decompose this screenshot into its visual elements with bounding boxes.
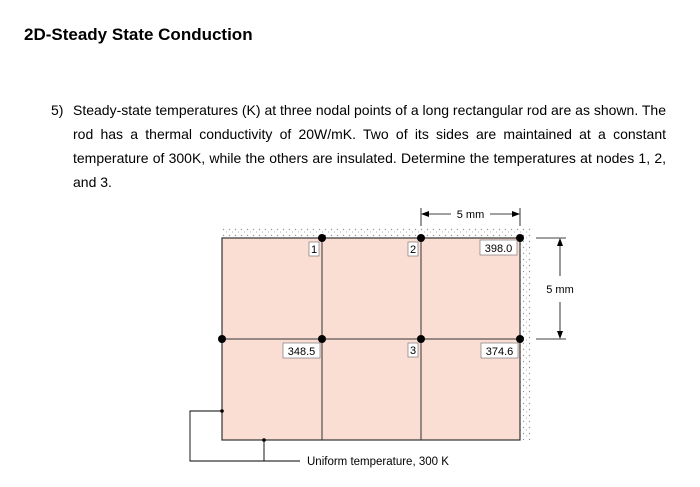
node-3-label: 3 xyxy=(409,345,417,357)
node-mid-right xyxy=(516,335,524,343)
node-1-label: 1 xyxy=(310,244,318,256)
temp-mid-right: 374.6 xyxy=(485,346,514,358)
dimension-top: 5 mm xyxy=(456,209,485,221)
insulation-right xyxy=(520,227,532,440)
temp-mid-left: 348.5 xyxy=(287,346,316,358)
dimension-right: 5 mm xyxy=(546,284,574,296)
node-1 xyxy=(318,234,326,242)
node-mid-left xyxy=(218,335,226,343)
insulation-top xyxy=(222,227,532,238)
node-mid-center xyxy=(318,335,326,343)
temp-top-right: 398.0 xyxy=(484,243,513,255)
problem-text: Steady-state temperatures (K) at three nodal points of a long rectangular rod are as shown. The rod has a thermal conductivity of 20W/mK. Two of its sides are maintained at a constant temperature of 300K, while the others are insulated. Determine the temperatures at nodes 1, 2, and 3. xyxy=(73,102,666,190)
node-2 xyxy=(417,234,425,242)
boundary-label: Uniform temperature, 300 K xyxy=(307,456,449,468)
problem-number: 5) xyxy=(51,102,64,118)
node-2-label: 2 xyxy=(409,244,417,256)
page-title: 2D-Steady State Conduction xyxy=(24,25,253,44)
node-3 xyxy=(417,335,425,343)
